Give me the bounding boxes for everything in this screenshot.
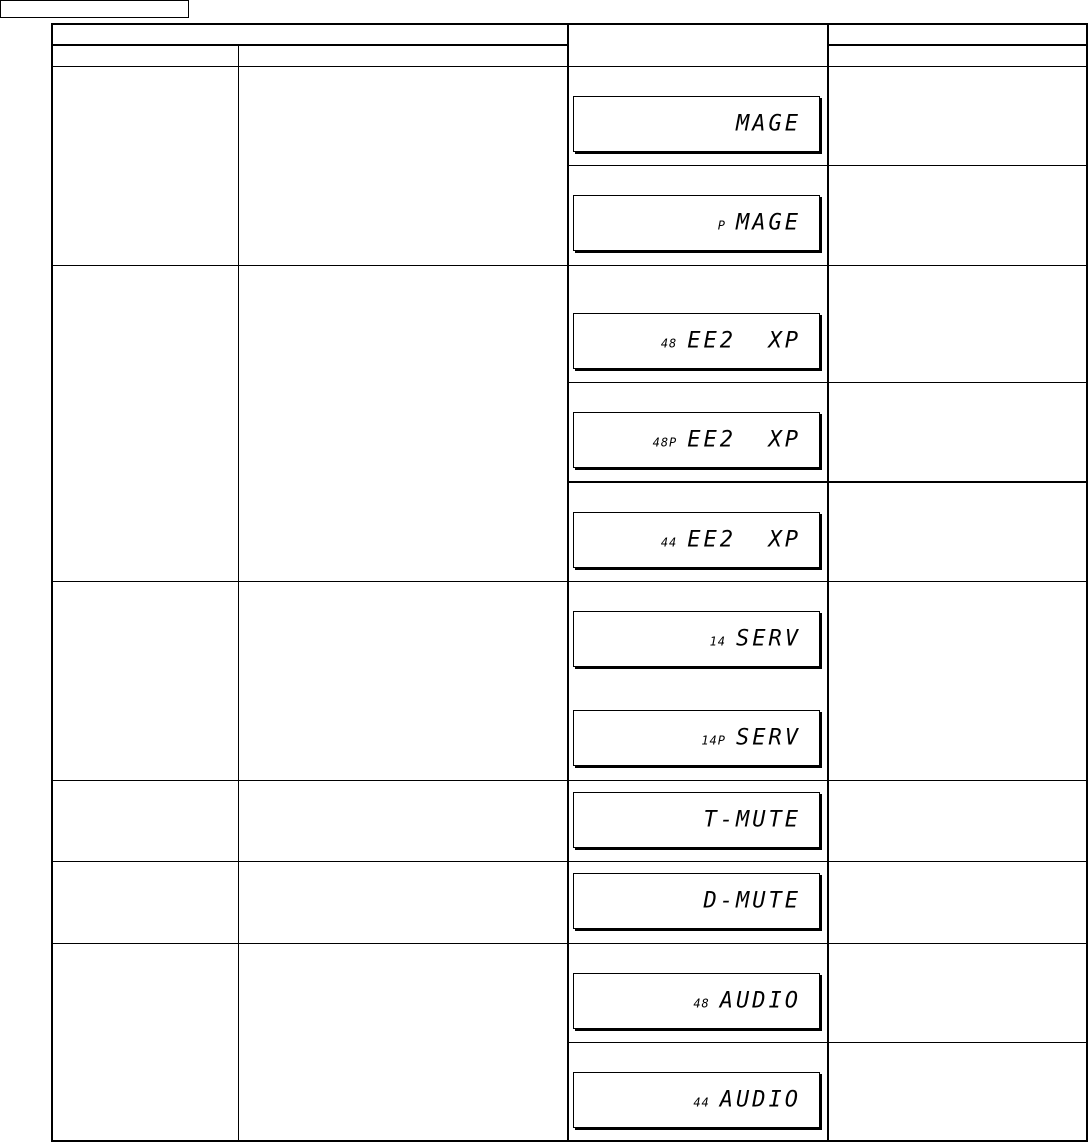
lcd-main-text: D-MUTE <box>703 888 801 914</box>
lcd-main-text: MAGE <box>736 111 801 137</box>
section-item-cell <box>56 947 236 1137</box>
header-divider-left <box>52 44 568 46</box>
section-divider <box>52 265 1088 266</box>
subrow-divider <box>568 481 1088 483</box>
header-divider-right <box>828 44 1088 46</box>
subrow-divider <box>568 1042 1088 1043</box>
section-item-cell <box>56 784 236 858</box>
lcd-prefix: P <box>717 218 727 233</box>
section-item-cell <box>56 865 236 939</box>
subrow-divider <box>568 165 1088 166</box>
section-divider <box>52 780 1088 781</box>
column-divider-display <box>827 24 829 1141</box>
header-bottom-rule <box>52 66 1088 67</box>
section-description-cell <box>242 585 564 775</box>
lcd-prefix: 48 <box>693 996 710 1011</box>
lcd-main-text: EE2 XP <box>687 328 801 354</box>
lcd-prefix: 14P <box>701 733 727 748</box>
section-description-cell <box>242 947 564 1137</box>
section-divider <box>52 861 1088 862</box>
lcd-main-text: T-MUTE <box>703 807 801 833</box>
lcd-main-text: AUDIO <box>719 988 801 1014</box>
lcd-prefix: 44 <box>660 535 678 550</box>
document-header-box <box>0 0 189 18</box>
lcd-main-text: EE2 XP <box>687 527 801 553</box>
header-display-cell <box>572 26 824 64</box>
lcd-display <box>573 792 820 848</box>
lcd-display <box>573 313 820 369</box>
lcd-prefix: 14 <box>709 634 727 649</box>
header-group-cell <box>56 26 564 42</box>
header-description-cell <box>242 47 564 64</box>
section-item-cell <box>56 585 236 775</box>
lcd-main-text: EE2 XP <box>687 427 801 453</box>
lcd-display <box>573 873 820 929</box>
lcd-prefix: 44 <box>693 1095 710 1110</box>
section-description-cell <box>242 784 564 858</box>
header-item-cell <box>56 47 236 64</box>
subrow-divider <box>568 382 1088 383</box>
lcd-display <box>573 973 820 1029</box>
lcd-prefix: 48P <box>652 435 678 450</box>
lcd-main-text: SERV <box>736 626 801 652</box>
lcd-main-text: AUDIO <box>719 1087 801 1113</box>
lcd-display <box>573 611 820 667</box>
section-item-cell <box>56 269 236 577</box>
header-remarks-cell <box>832 26 1084 42</box>
lcd-main-text: SERV <box>736 725 801 751</box>
lcd-main-text: MAGE <box>736 210 801 236</box>
lcd-display <box>573 96 820 152</box>
column-divider-description <box>567 24 569 1141</box>
section-description-cell <box>242 865 564 939</box>
lcd-prefix: 48 <box>660 336 678 351</box>
section-divider <box>52 581 1088 582</box>
lcd-display <box>573 512 820 568</box>
lcd-display <box>573 710 820 766</box>
lcd-display <box>573 1072 820 1128</box>
section-divider <box>52 943 1088 944</box>
section-description-cell <box>242 269 564 577</box>
lcd-display <box>573 195 820 251</box>
section-item-cell <box>56 70 236 260</box>
column-divider-item <box>238 44 239 1141</box>
section-description-cell <box>242 70 564 260</box>
lcd-display <box>573 412 820 468</box>
